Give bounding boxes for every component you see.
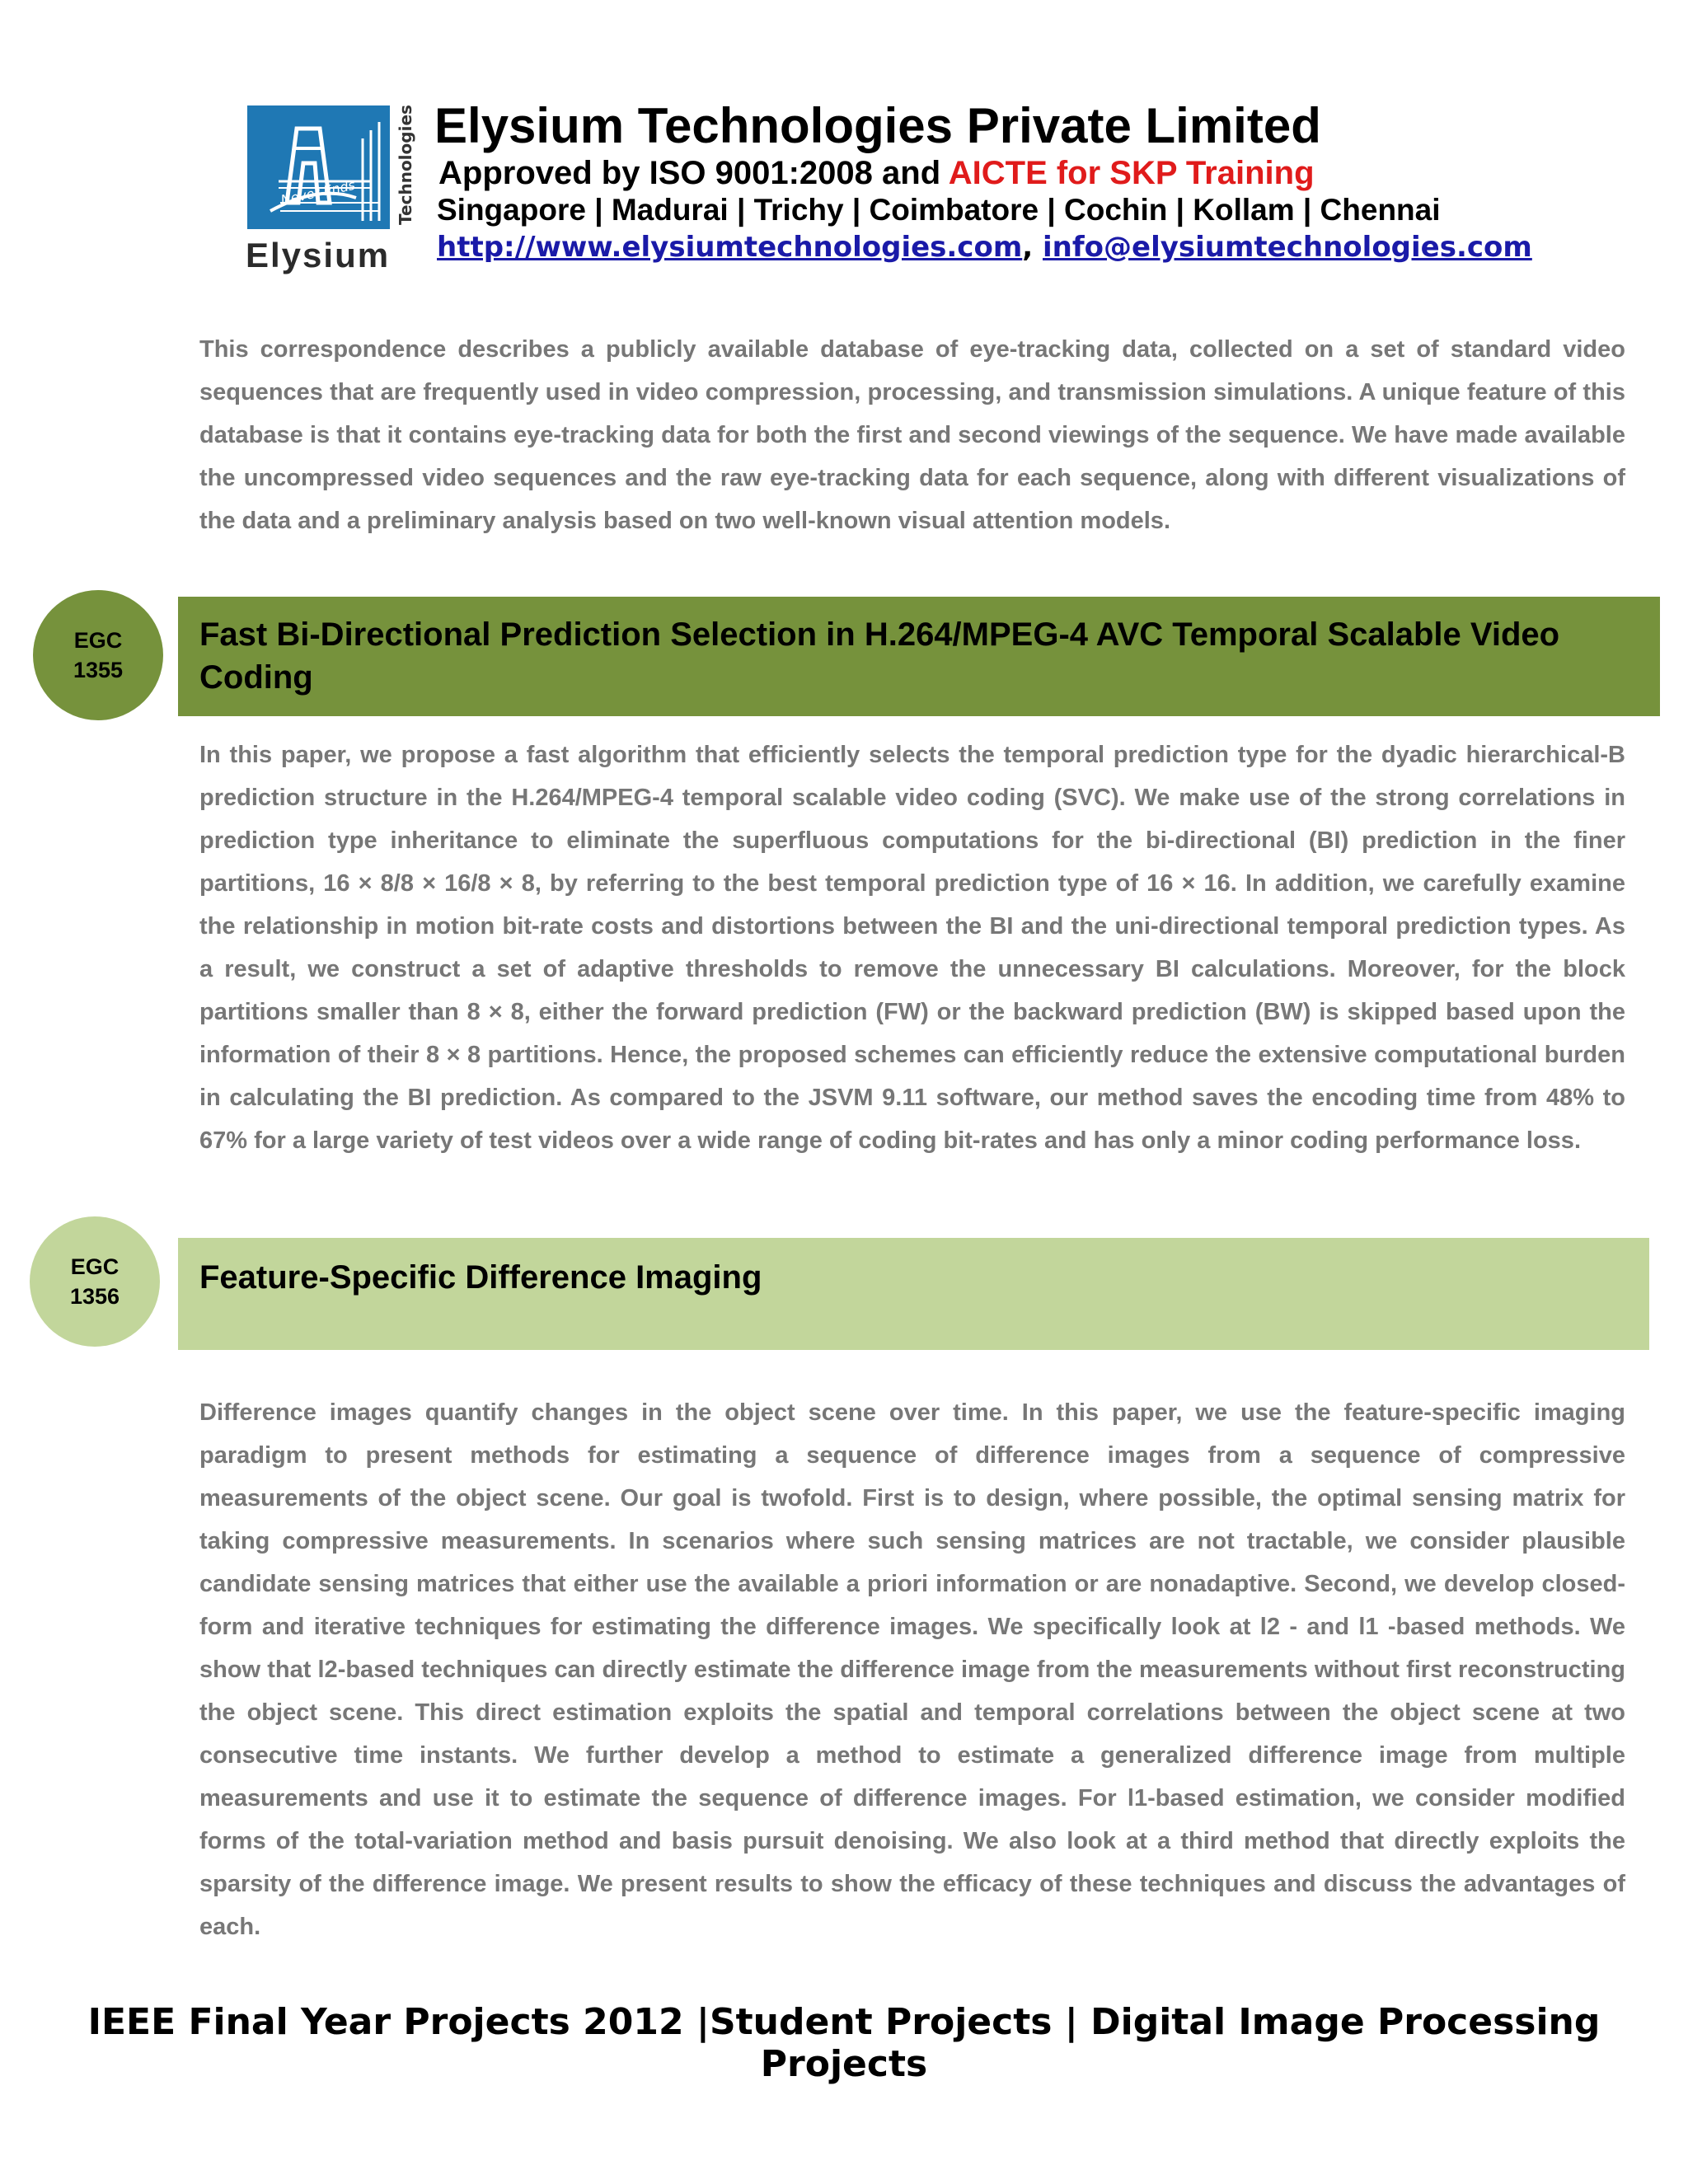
logo-tagline: Never Ends bbox=[279, 176, 357, 209]
section-title-bar bbox=[178, 1238, 1649, 1350]
section-code-prefix: EGC bbox=[70, 1254, 120, 1279]
section-code-prefix: EGC bbox=[73, 628, 123, 653]
section-title-bar bbox=[178, 597, 1660, 716]
link-separator: , bbox=[1022, 231, 1034, 264]
logo-wordmark: Elysium bbox=[246, 236, 391, 274]
intro-abstract: This correspondence describes a publicly available database of eye-tracking data, collected on a set of standard video sequences that are frequently used in video compression, processing, and transmission simulations. A unique feature of this database is that it contains eye-tracking data for both the first and second viewings of the sequence. We have made available the uncompressed video sequences and the raw eye-tracking data for each sequence, along with different visualizations of the data and a preliminary analysis based on two well-known visual attention models. bbox=[199, 336, 1625, 534]
company-logo bbox=[247, 105, 390, 229]
section-title: Fast Bi-Directional Prediction Selection in H.264/MPEG-4 AVC Temporal Scalable Video Coding bbox=[199, 616, 1560, 696]
accreditation-prefix: Approved by ISO 9001:2008 and bbox=[438, 155, 949, 191]
website-link[interactable]: http://www.elysiumtechnologies.com bbox=[437, 231, 1023, 264]
section-abstract: Difference images quantify changes in the object scene over time. In this paper, we use the feature-specific imaging paradigm to present methods for estimating a sequence of difference images from a sequence of compressive measurements of the object scene. Our goal is twofold. First is to design, where possible, the optimal sensing matrix for taking compressive measurements. In scenarios where such sensing matrices are not tractable, we consider plausible candidate sensing matrices that either use the available a priori information or are nonadaptive. Second, we develop closed-form and iterative techniques for estimating the difference images. We specifically look at l2 - and l1 -based methods. We show that l2-based techniques can directly estimate the difference image from the measurements without first reconstructing the object scene. This direct estimation exploits the spatial and temporal correlations between the object scene at two consecutive time instants. We further develop a method to estimate a generalized difference image from multiple measurements and use it to estimate the sequence of difference images. For l1-based estimation, we consider modified forms of the total-variation method and basis pursuit denoising. We also look at a third method that directly exploits the sparsity of the difference image. We present results to show the efficacy of these techniques and discuss the advantages of each. bbox=[199, 1399, 1625, 1940]
page-footer: IEEE Final Year Projects 2012 |Student Projects | Digital Image Processing Projects bbox=[87, 2001, 1601, 2085]
company-name: Elysium Technologies Private Limited bbox=[434, 98, 1321, 153]
section-code-badge bbox=[30, 1216, 160, 1347]
section-code-number: 1355 bbox=[73, 658, 124, 682]
logo-vertical-text: Technologies bbox=[396, 105, 415, 225]
section-code-badge bbox=[33, 590, 163, 720]
section-title: Feature-Specific Difference Imaging bbox=[199, 1259, 762, 1296]
email-link[interactable]: info@elysiumtechnologies.com bbox=[1043, 231, 1532, 264]
accreditation-highlight: AICTE for SKP Training bbox=[948, 155, 1315, 191]
section-abstract: In this paper, we propose a fast algorithm that efficiently selects the temporal prediction type for the dyadic hierarchical-B prediction structure in the H.264/MPEG-4 temporal scalable video coding (SVC). We make use of the strong correlations in prediction type inheritance to eliminate the superfluous computations for the bi-directional (BI) prediction in the finer partitions, 16 × 8/8 × 16/8 × 8, by referring to the best temporal prediction type of 16 × 16. In addition, we carefully examine the relationship in motion bit-rate costs and distortions between the BI and the uni-directional temporal prediction types. As a result, we construct a set of adaptive thresholds to remove the unnecessary BI calculations. Moreover, for the block partitions smaller than 8 × 8, either the forward prediction (FW) or the backward prediction (BW) is skipped based upon the information of their 8 × 8 partitions. Hence, the proposed schemes can efficiently reduce the extensive computational burden in calculating the BI prediction. As compared to the JSVM 9.11 software, our method saves the encoding time from 48% to 67% for a large variety of test videos over a wide range of coding bit-rates and has only a minor coding performance loss. bbox=[199, 742, 1625, 1154]
accreditation-line bbox=[438, 155, 1315, 192]
office-locations: Singapore | Madurai | Trichy | Coimbatore | Cochin | Kollam | Chennai bbox=[437, 193, 1441, 227]
contact-links bbox=[437, 231, 1532, 264]
section-code-number: 1356 bbox=[69, 1284, 120, 1309]
logo-building-icon bbox=[247, 105, 390, 229]
